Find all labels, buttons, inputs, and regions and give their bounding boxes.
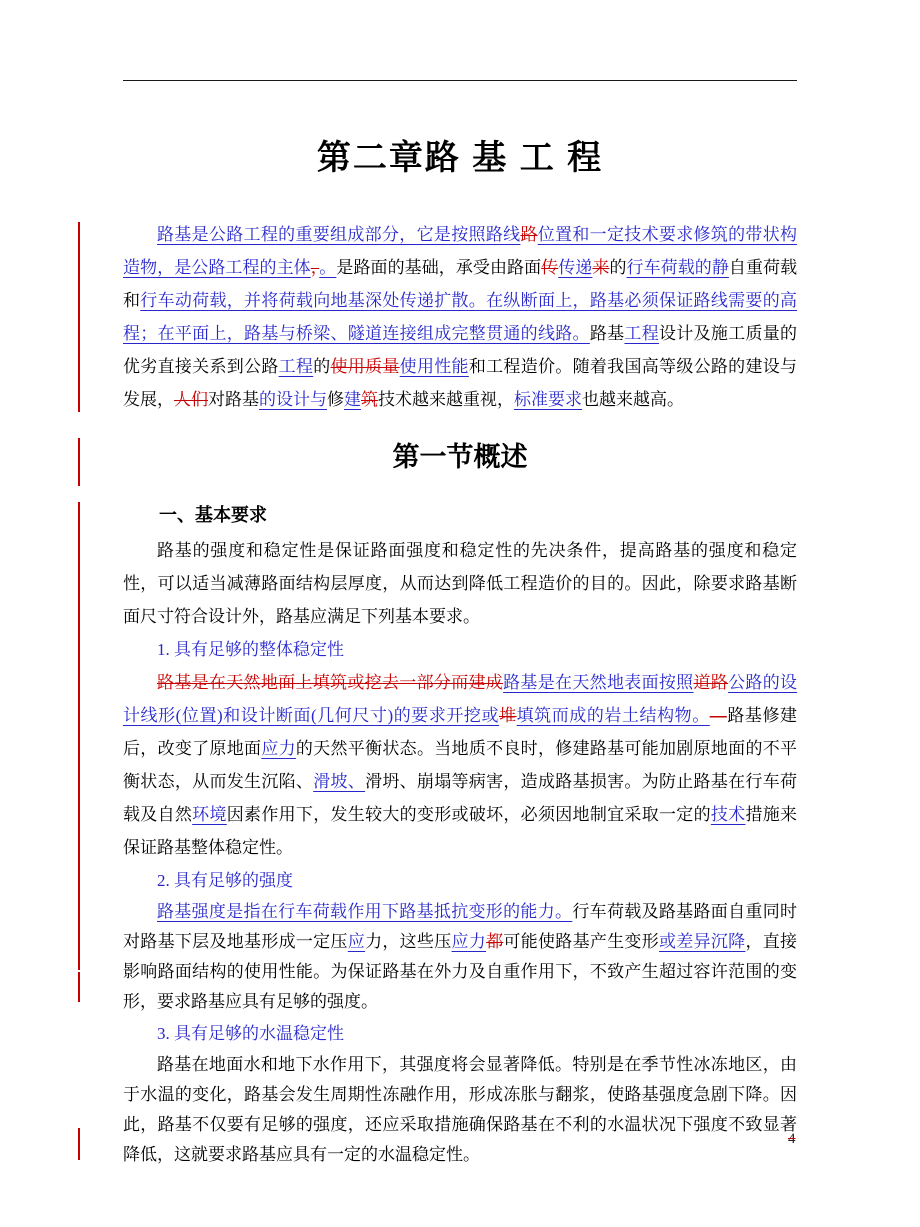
text-run-ins: 路线 [485, 225, 521, 244]
document-content [123, 0, 797, 1170]
change-bar [78, 222, 80, 412]
text-run-ins: 建 [344, 390, 361, 409]
text-run-ins: 应力 [451, 932, 487, 951]
text-run-norm: 修 [327, 390, 344, 409]
text-run-norm: 也越来越高。 [582, 390, 684, 409]
text-run-ins: 应力 [261, 739, 296, 758]
text-run-ins: 应 [347, 932, 366, 951]
text-run-del: 人们 [174, 390, 208, 409]
text-run-blue: 2. 具有足够的强度 [157, 871, 293, 890]
text-run-del: 来 [592, 258, 610, 277]
change-bar [78, 972, 80, 1002]
text-run-ins: 环境 [192, 805, 227, 824]
text-run-ins: 工程 [624, 324, 660, 343]
chapter-intro-paragraph [123, 218, 797, 416]
change-bar [78, 1128, 80, 1160]
text-run-ins: 工程 [278, 357, 314, 376]
text-run-norm: 的 [313, 357, 331, 376]
text-run-norm: 路基 [589, 324, 625, 343]
text-run-norm: 第二章路 基 工 程 [316, 139, 604, 177]
page-number: 4 [788, 1131, 796, 1147]
text-run-norm: 路基修建后，改变了原地面 [123, 706, 798, 758]
overall-stability-paragraph [123, 666, 797, 864]
text-run-ins: 使用性能 [399, 357, 469, 376]
text-run-ins: 位置和一定技术要求修筑的带状构造物， [123, 225, 798, 277]
text-run-norm: 行车荷载及路基路面自重同时对路基下层及地基形成一定压 [123, 902, 798, 951]
text-run-norm: 是路面的基础，承受由路面 [336, 258, 542, 277]
chapter-title [123, 134, 797, 182]
text-run-norm: 技术越来越重视， [378, 390, 514, 409]
text-run-norm: 第一节概述 [392, 442, 528, 472]
text-run-norm: 的 [609, 258, 627, 277]
subheading-basic-requirements [123, 500, 797, 530]
text-run-ins: 滑坡、 [313, 772, 366, 791]
text-run-norm: 滑坍、崩塌等病害，造成路基损害。为防止路基在行车荷载及自然 [123, 772, 798, 824]
text-run-ins: 。 [319, 258, 337, 277]
text-run-del: 路基是在天然地面上填筑或挖去一部分而建成 [157, 673, 504, 692]
change-bar [78, 438, 80, 486]
text-run-norm: 和工程造价。随着我国高等级公路的建设与发展， [123, 357, 798, 409]
text-run-del: 使用质量 [330, 357, 400, 376]
text-run-norm: ，直接影响路面结构的使用性能。为保证路基在外力及自重作用下，不致产生超过容许范围的变形，要求路基应具有足够的强度。 [123, 932, 798, 1011]
text-run-ins: 行车荷载的静 [626, 258, 729, 277]
text-run-del: — [709, 706, 727, 725]
text-run-norm: 设计及施工质量的优劣直接关系到公路 [123, 324, 798, 376]
text-run-ins: 标准要求 [514, 390, 582, 409]
text-run-norm: 因素作用下，发生较大的变形或破坏，必须因地制宜采取一定的 [226, 805, 711, 824]
text-run-norm: 一、基本要求 [159, 505, 267, 525]
text-run-ins: 的设计线形(位置)和设计断面(几何尺寸)的要求开挖或 [123, 673, 798, 725]
text-run-norm: 对路基 [208, 390, 259, 409]
text-run-del: 传 [541, 258, 559, 277]
text-run-del: 道路 [693, 673, 729, 692]
water-temperature-stability-paragraph [123, 1050, 797, 1170]
text-run-ins: 路基强度是指在行车荷载作用下路基抵抗变形的能力。 [157, 902, 573, 921]
change-bar [78, 502, 80, 642]
text-run-ins: 填筑 [516, 706, 552, 725]
text-run-ins: 是公路工程的主体 [174, 258, 311, 277]
item-2-heading [123, 864, 797, 897]
text-run-ins: 路基是在天然地表面按照 [503, 673, 694, 692]
item-3-heading [123, 1017, 797, 1050]
text-run-ins: 或差异沉降 [659, 932, 746, 951]
text-run-del: 堆 [499, 706, 517, 725]
text-run-norm: 路基在地面水和地下水作用下，其强度将会显著降低。特别是在季节性冰冻地区，由于水温的变化，路基会发生周期性冻融作用，形成冻胀与翻浆，使路基强度急剧下降。因此，路基不仅要有足够的强度，还应采取措施确保路基在不利的水温状况下强度不致显著降低，这就要求路基应具有一定的水温稳定性。 [123, 1055, 797, 1164]
text-run-ins: 技术 [710, 805, 746, 824]
text-run-norm: 的天然平衡状态。当地质不良时，修建路基可能加剧原地面的不平衡状态，从而发生沉陷、 [123, 739, 798, 791]
text-run-norm: 自重荷载和 [123, 258, 798, 310]
text-run-norm: 措施来保证路基整体稳定性。 [123, 805, 798, 857]
text-run-del: ， [310, 258, 320, 277]
text-run-blue: 1. 具有足够的整体稳定性 [157, 640, 344, 659]
basic-requirements-paragraph [123, 534, 797, 633]
text-run-ins: 公路 [728, 673, 763, 692]
change-bar [78, 840, 80, 970]
change-bar [78, 642, 80, 840]
section-heading [123, 436, 797, 478]
text-run-del: 都 [486, 932, 504, 951]
text-run-norm: 可能使路基产生变形 [503, 932, 660, 951]
text-run-norm: 力，这些压 [365, 932, 452, 951]
text-run-ins: 路基是公路工程的重要组成部分，它是按照 [157, 225, 486, 244]
text-run-ins: 而成的岩土结构物。 [551, 706, 710, 725]
item-1-heading [123, 633, 797, 666]
text-run-norm: 路基的强度和稳定性是保证路面强度和稳定性的先决条件，提高路基的强度和稳定性，可以适当减薄路面结构层厚度，从而达到降低工程造价的目的。因此，除要求路基断面尺寸符合设计外，路基应满足下列基本要求。 [123, 541, 797, 626]
text-run-ins: 的设计与 [259, 390, 327, 409]
text-run-blue: 3. 具有足够的水温稳定性 [157, 1024, 344, 1043]
text-run-del: 筑 [361, 390, 378, 409]
text-run-ins: 行车动荷载，并将荷载向地基深处传递扩散。在纵断面上，路基必须保证路线需要的高程；在平面上，路基与桥梁、隧道连接组成完整贯通的线路。 [123, 291, 798, 343]
strength-paragraph [123, 897, 797, 1017]
text-run-del: 路 [520, 225, 538, 244]
text-run-ins: 传递 [558, 258, 593, 277]
